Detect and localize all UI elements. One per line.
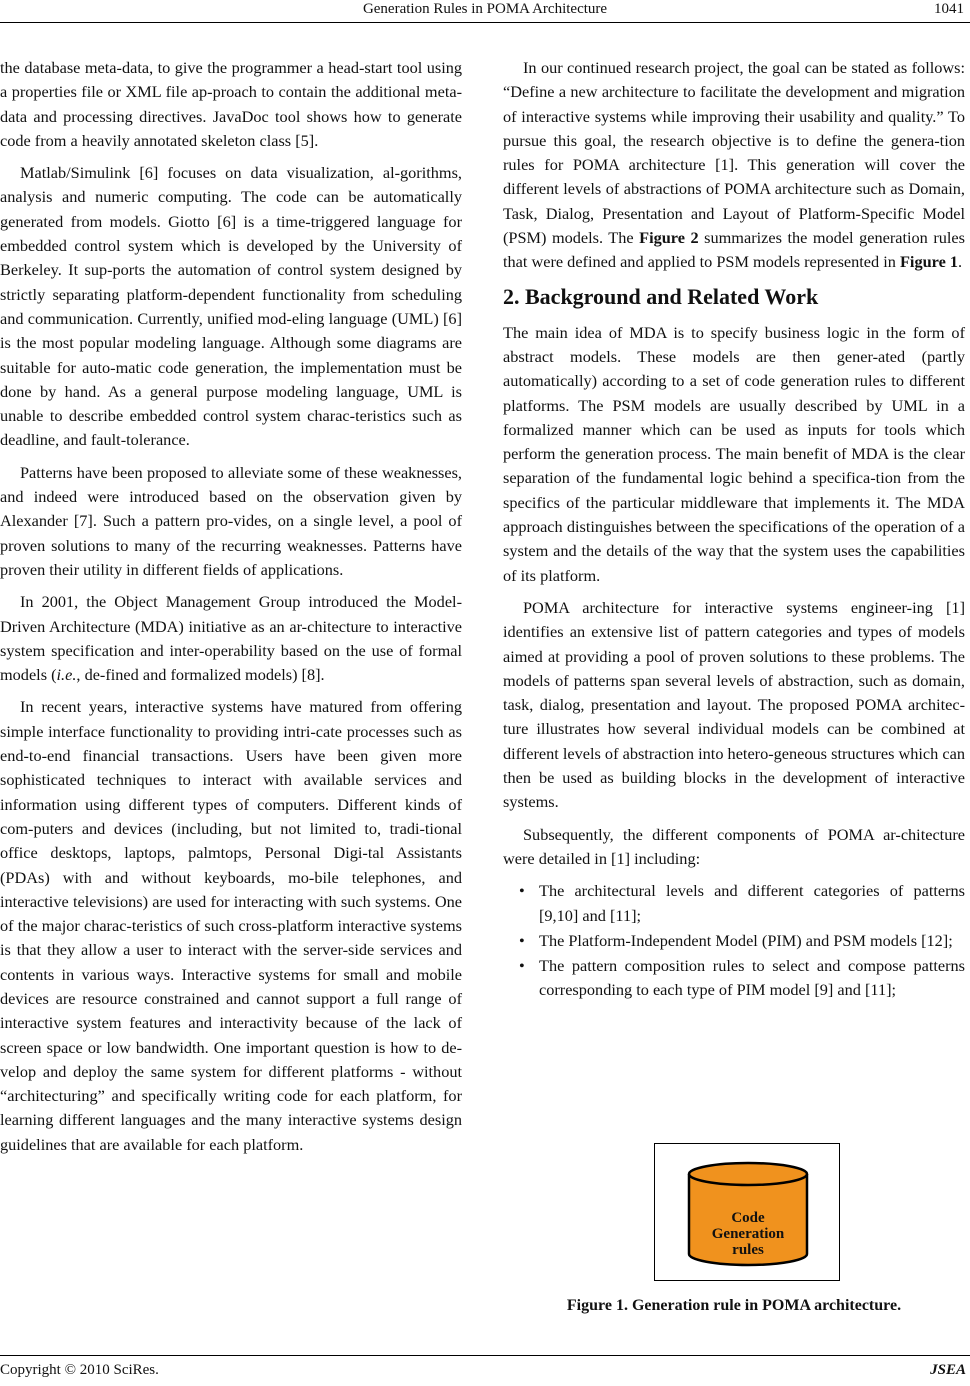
text-run: In 2001, the Object Management Group introduced the Model-Driven Architecture (MDA) initiative as an ar-chitecture to interactive system specification and inter-operability based on the use of formal models ( [0,592,462,685]
text-run: , de-fined and formalized models) [8]. [76,665,325,685]
figure-1 [654,1143,840,1281]
running-title: Generation Rules in POMA Architecture [362,1,608,17]
figure-label [655,1210,841,1258]
emphasis-ie: i.e. [56,665,77,685]
list-item-text: The architectural levels and different categories of patterns [9,10] and [11]; [539,881,965,925]
footer-rule [0,1355,970,1356]
paragraph: In recent years, interactive systems have matured from offering simple interface functionality to providing intri-cate processes such as end-to-end financial transactions. Users have been given more sophisticated techniques to interact with available services and information using different types of computers. Different kinds of com-puters and devices (including, but not limited to, tradi-tional office desktops, laptops, palmtops, Personal Digi-tal Assistants (PDAs) with and without keyboards, mo-bile telephones, and interactive televisions) are used for interacting with such systems. One of the major charac-teristics of such cross-platform interactive systems is that they allow a user to interact with the server-side services and contents in various ways. Interactive systems for small and mobile devices are resource constrained and cannot support a full range of interactive system features and interactivity because of the lack of screen space or low bandwidth. One important question is how to de-velop and deploy the same system for different platforms - without “architecturing” and specifically writing code for each platform, for learning different languages and the many interactive systems design guidelines that are available for each platform. [0,697,462,1154]
figure-caption: Figure 1. Generation rule in POMA architecture. [566,1297,902,1314]
figure-reference: Figure 2 [639,228,699,248]
running-head [0,0,970,22]
journal-abbrev: JSEA [930,1362,966,1378]
list-item [503,879,965,928]
paragraph [503,56,965,275]
paragraph: Matlab/Simulink [6] focuses on data visualization, al-gorithms, analysis and numeric computing. The code can be automatically generated from models. Giotto [6] is a time-triggered language for embedded control system which is developed by the University of Berkeley. It sup-ports the automation of control system designed by strictly separating platform-dependent functionality from scheduling and communication. Currently, unified mod-eling language (UML) [6] is the most popular modeling language. Although some diagrams are suitable for auto-matic code generation, the implementation must be done by hand. As a general purpose modeling language, UML is unable to describe embedded control system charac-teristics such as deadline, and fault-tolerance. [0,163,462,450]
bullet-icon: • [519,930,525,950]
paragraph: the database meta-data, to give the programmer a head-start tool using a properties file or XML file ap-proach to contain the additional meta-data and processing directives. JavaDoc tool shows how to generate code from a heavily annotated skeleton class [5]. [0,58,462,150]
list-item [503,954,965,1003]
right-column [503,56,965,1011]
header-rule [0,22,970,23]
left-column [0,56,462,1165]
text-run: . [958,252,963,272]
cylinder-top [689,1163,807,1185]
page-number: 1041 [934,1,964,17]
text-run: In our continued research project, the goal can be stated as follows: “Define a new architecture to facilitate the development and migration of interactive systems while improving their usability and quality.” To pursue this goal, the research objective is to define the genera-tion rules for POMA architecture [1]. This generation will cover the different levels of abstractions of POMA architecture such as Domain, Task, Dialog, Presentation and Layout of Platform-Specific Model (PSM) models. The [503,58,965,248]
list-item-text: The Platform-Independent Model (PIM) and PSM models [12]; [539,930,953,950]
paragraph [0,590,462,687]
paragraph: Subsequently, the different components of POMA ar-chitecture were detailed in [1] including: [503,824,965,868]
bullet-icon: • [519,881,525,901]
figure-label-line: rules [732,1242,764,1258]
copyright: Copyright © 2010 SciRes. [0,1362,159,1378]
figure-label-line: Code [731,1210,765,1226]
bullet-list [503,879,965,1002]
figure-reference: Figure 1 [899,252,959,272]
paragraph: Patterns have been proposed to alleviate some of these weaknesses, and indeed were introduced based on the observation given by Alexander [7]. Such a pattern pro-vides, on a single level, a pool of proven solutions to many of the recurring weaknesses. Patterns have proven their utility in different fields of applications. [0,462,462,579]
figure-label-line: Generation [711,1226,785,1242]
paragraph: The main idea of MDA is to specify business logic in the form of abstract models. These models are then gener-ated (partly automatically) according to a set of code generation rules to different platforms. The PSM models are usually described by UML in a formalized manner which can be used as inputs for tools which perform the generation process. The main benefit of MDA is the clear separation of the fundamental logic behind a specifica-tion from the specifics of the particular middleware that implements it. The MDA approach distinguishes between the specifications of the operation of a system and the details of the way that the system uses the capabilities of its platform. [503,322,965,585]
list-item-text: The pattern composition rules to select and compose patterns corresponding to each type of PIM model [9] and [11]; [539,956,965,1000]
text-run: summarizes the model generation rules that were defined and applied to PSM models represented in [503,228,965,272]
bullet-icon: • [519,956,525,976]
list-item [503,929,965,953]
paragraph: POMA architecture for interactive systems engineer-ing [1] identifies an extensive list of pattern categories and types of models aimed at providing a pool of proven solutions to these problems. The models of patterns span several levels of abstraction, such as domain, task, dialog, presentation and layout. The proposed POMA architec-ture illustrates how several individual models can be combined at different levels of abstraction into hetero-geneous structures which can then be used as building blocks in the development of interactive systems. [503,597,965,812]
section-heading: 2. Background and Related Work [503,283,819,309]
